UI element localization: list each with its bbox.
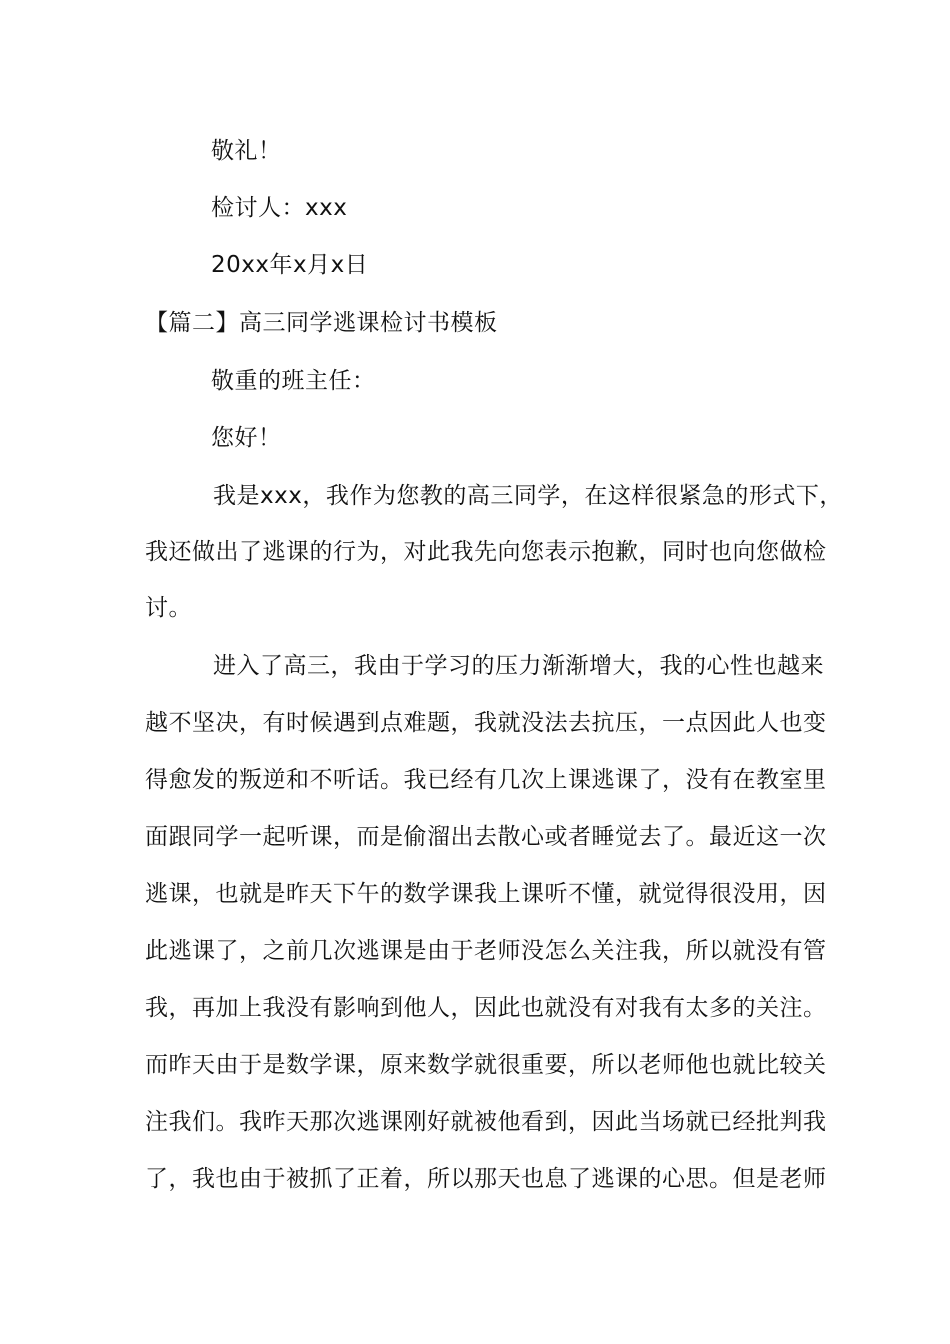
letter-greeting: 敬重的班主任： bbox=[211, 368, 376, 394]
paragraph-line: 我还做出了逃课的行为，对此我先向您表示抱歉，同时也向您做检 bbox=[145, 539, 827, 565]
paragraph-line: 逃课，也就是昨天下午的数学课我上课听不懂，就觉得很没用，因 bbox=[145, 881, 827, 907]
paragraph-line: 而昨天由于是数学课，原来数学就很重要，所以老师他也就比较关 bbox=[145, 1052, 827, 1078]
paragraph-line: 了，我也由于被抓了正着，所以那天也息了逃课的心思。但是老师 bbox=[145, 1166, 827, 1192]
paragraph-line: 越不坚决，有时候遇到点难题，我就没法去抗压，一点因此人也变 bbox=[145, 710, 827, 736]
paragraph-line: 讨。 bbox=[145, 595, 192, 621]
closing-signer: 检讨人：xxx bbox=[211, 195, 348, 221]
paragraph-line: 得愈发的叛逆和不听话。我已经有几次上课逃课了，没有在教室里 bbox=[145, 767, 827, 793]
paragraph-line: 面跟同学一起听课，而是偷溜出去散心或者睡觉去了。最近这一次 bbox=[145, 824, 827, 850]
letter-hello: 您好！ bbox=[211, 425, 282, 451]
paragraph-line: 进入了高三，我由于学习的压力渐渐增大，我的心性也越来 bbox=[213, 653, 824, 679]
section-heading: 【篇二】高三同学逃课检讨书模板 bbox=[145, 310, 498, 336]
paragraph-line: 此逃课了，之前几次逃课是由于老师没怎么关注我，所以就没有管 bbox=[145, 938, 827, 964]
paragraph-line: 我，再加上我没有影响到他人，因此也就没有对我有太多的关注。 bbox=[145, 995, 827, 1021]
closing-date: 20xx年x月x日 bbox=[211, 252, 369, 278]
closing-salute: 敬礼！ bbox=[211, 138, 282, 164]
paragraph-line: 我是xxx，我作为您教的高三同学，在这样很紧急的形式下， bbox=[213, 483, 843, 509]
paragraph-line: 注我们。我昨天那次逃课刚好就被他看到，因此当场就已经批判我 bbox=[145, 1109, 827, 1135]
